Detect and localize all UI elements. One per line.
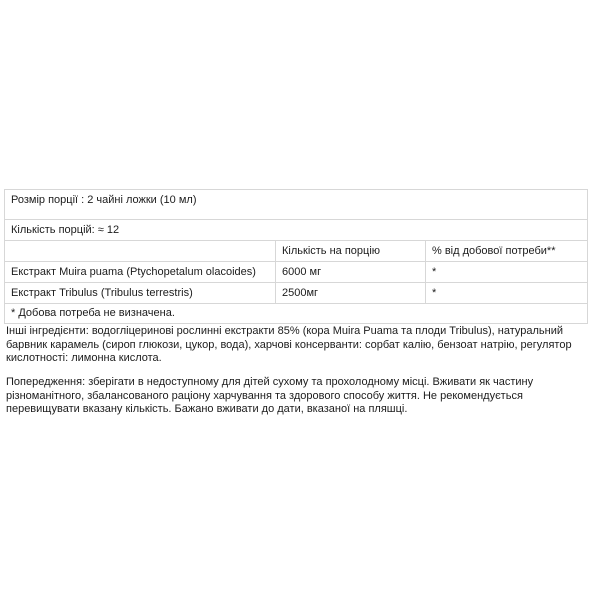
footnote-text: * Добова потреба не визначена.	[11, 307, 175, 319]
ingredient-name: Екстракт Tribulus (Tribulus terrestris)	[11, 286, 193, 299]
header-amount-cell: Кількість на порцію	[275, 241, 425, 261]
other-ingredients-text: Інші інгредієнти: водогліцеринові рослинні екстракти 85% (кора Muira Puama та плоди Tribulus), натуральний барвник карамель (сироп глюкози, цукор, вода), харчові консерванти: сорбат калію, бензоат натрію, регулятор кислотності: лимонна кислота.	[6, 325, 572, 364]
ingredient-amount: 2500мг	[275, 283, 425, 303]
servings-count-text: Кількість порцій: ≈ 12	[11, 223, 120, 236]
servings-count-row	[4, 219, 588, 240]
footnote-row	[4, 303, 588, 324]
table-header-row	[4, 240, 588, 261]
spacer	[4, 210, 588, 219]
ingredient-name: Екстракт Muira puama (Ptychopetalum olacoides)	[11, 265, 256, 278]
serving-size-row	[4, 189, 588, 210]
ingredient-amount: 6000 мг	[275, 262, 425, 282]
table-row	[4, 261, 588, 282]
ingredient-daily-value: *	[425, 283, 587, 303]
ingredient-daily-value: *	[425, 262, 587, 282]
table-row	[4, 282, 588, 303]
header-name-cell	[5, 241, 275, 261]
warning-text: Попередження: зберігати в недоступному для дітей сухому та прохолодному місці. Вживати як частину різноманітного, збалансованого раціону харчування та здорового способу життя. Не рекомендується перевищувати вказану кількість. Бажано вживати до дати, вказаної на пляшці.	[6, 376, 534, 415]
supplement-facts-table	[4, 189, 588, 324]
header-daily-value-cell: % від добової потреби**	[425, 241, 587, 261]
serving-size-text: Розмір порції : 2 чайні ложки (10 мл)	[11, 193, 197, 206]
